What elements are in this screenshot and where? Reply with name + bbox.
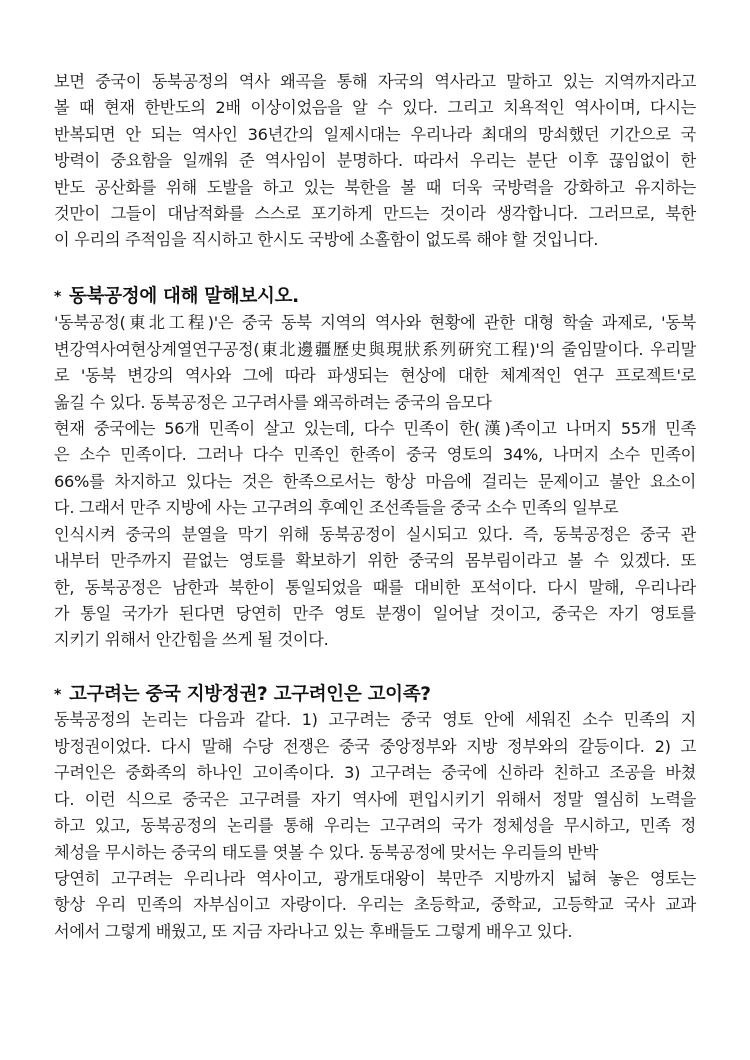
section-heading (54, 680, 431, 710)
text-line: 66%를 차지하고 있다는 것은 한족으로서는 항상 마음에 걸리는 문제이고 불안 요소이 (54, 472, 696, 491)
text-line: 다. 그래서 만주 지방에 사는 고구려의 후예인 조선족들을 중국 소수 민족의 일부로 (54, 498, 619, 517)
text-line: 반도 공산화를 위해 도발을 하고 있는 북한을 볼 때 더욱 국방력을 강화하고 유지하는 (54, 178, 696, 197)
text-line: 내부터 만주까지 끝없는 영토를 확보하기 위한 중국의 몸부림이라고 볼 수 있겠다. 또 (54, 551, 696, 570)
section-heading (54, 282, 299, 312)
text-line: 현재 중국에는 56개 민족이 살고 있는데, 다수 민족이 한(漢)족이고 나머지 55개 민족 (54, 419, 696, 438)
section-heading-text: 고구려는 중국 지방정권? 고구려인은 고이족? (69, 684, 431, 705)
text-line: 방정권이었다. 다시 말해 수당 전쟁은 중국 중앙정부와 지방 정부와의 갈등이다. 2) 고 (54, 737, 696, 756)
text-line: 한, 동북공정은 남한과 북한이 통일되었을 때를 대비한 포석이다. 다시 말해, 우리나라 (54, 578, 696, 597)
text-line: 것만이 그들이 대남적화를 스스로 포기하게 만드는 것이라 생각합니다. 그러므로, 북한 (54, 204, 696, 223)
text-line: 옮길 수 있다. 동북공정은 고구려사를 왜곡하려는 중국의 음모다 (54, 393, 492, 412)
bullet-asterisk-icon: * (54, 289, 62, 305)
text-line: 당연히 고구려는 우리나라 역사이고, 광개토대왕이 북만주 지방까지 넓혀 놓은 영토는 (54, 869, 696, 888)
text-line: 가 통일 국가가 된다면 당연히 만주 영토 분쟁이 일어날 것이고, 중국은 자기 영토를 (54, 604, 696, 623)
text-line: 볼 때 현재 한반도의 2배 이상이었음을 알 수 있다. 그리고 치욕적인 역사이며, 다시는 (54, 98, 696, 117)
text-line: 방력이 중요함을 일깨워 준 역사임이 분명하다. 따라서 우리는 분단 이후 끊임없이 한 (54, 151, 696, 170)
text-line: 동북공정의 논리는 다음과 같다. 1) 고구려는 중국 영토 안에 세워진 소수 민족의 지 (54, 710, 696, 729)
text-line: 체성을 무시하는 중국의 태도를 엿볼 수 있다. 동북공정에 맞서는 우리들의 반박 (54, 843, 599, 862)
text-line: 로 '동북 변강의 역사와 그에 따라 파생되는 현상에 대한 체계적인 연구 프로젝트'로 (54, 366, 696, 385)
section-heading-text: 동북공정에 대해 말해보시오. (69, 286, 299, 307)
text-line: '동북공정(東北工程)'은 중국 동북 지역의 역사와 현황에 관한 대형 학술 과제로, '동북 (54, 313, 696, 332)
text-line: 항상 우리 민족의 자부심이고 자랑이다. 우리는 초등학교, 중학교, 고등학교 국사 교과 (54, 895, 696, 914)
text-line: 보면 중국이 동북공정의 역사 왜곡을 통해 자국의 역사라고 말하고 있는 지역까지라고 (54, 72, 696, 91)
text-line: 다. 이런 식으로 중국은 고구려를 자기 역사에 편입시키기 위해서 정말 열심히 노력을 (54, 790, 696, 809)
text-line: 하고 있고, 동북공정의 논리를 통해 우리는 고구려의 국가 정체성을 무시하고, 민족 정 (54, 816, 696, 835)
text-line: 이 우리의 주적임을 직시하고 한시도 국방에 소홀함이 없도록 해야 할 것입니다. (54, 230, 599, 249)
text-line: 인식시켜 중국의 분열을 막기 위해 동북공정이 실시되고 있다. 즉, 동북공정은 중국 관 (54, 525, 696, 544)
text-line: 구려인은 중화족의 하나인 고이족이다. 3) 고구려는 중국에 신하라 친하고 조공을 바쳤 (54, 763, 696, 782)
text-line: 지키기 위해서 안간힘을 쓰게 될 것이다. (54, 630, 329, 649)
text-line: 은 소수 민족이다. 그러나 다수 민족인 한족이 중국 영토의 34%, 나머지 소수 민족이 (54, 445, 696, 464)
text-line: 서에서 그렇게 배웠고, 또 지금 자라나고 있는 후배들도 그렇게 배우고 있다. (54, 922, 573, 941)
text-line: 변강역사여현상계열연구공정(東北邊疆歷史與現狀系列硏究工程)'의 줄임말이다. 우리말 (54, 340, 696, 359)
bullet-asterisk-icon: * (54, 687, 62, 703)
text-line: 반복되면 안 되는 역사인 36년간의 일제시대는 우리나라 최대의 망쇠했던 기간으로 국 (54, 125, 696, 144)
